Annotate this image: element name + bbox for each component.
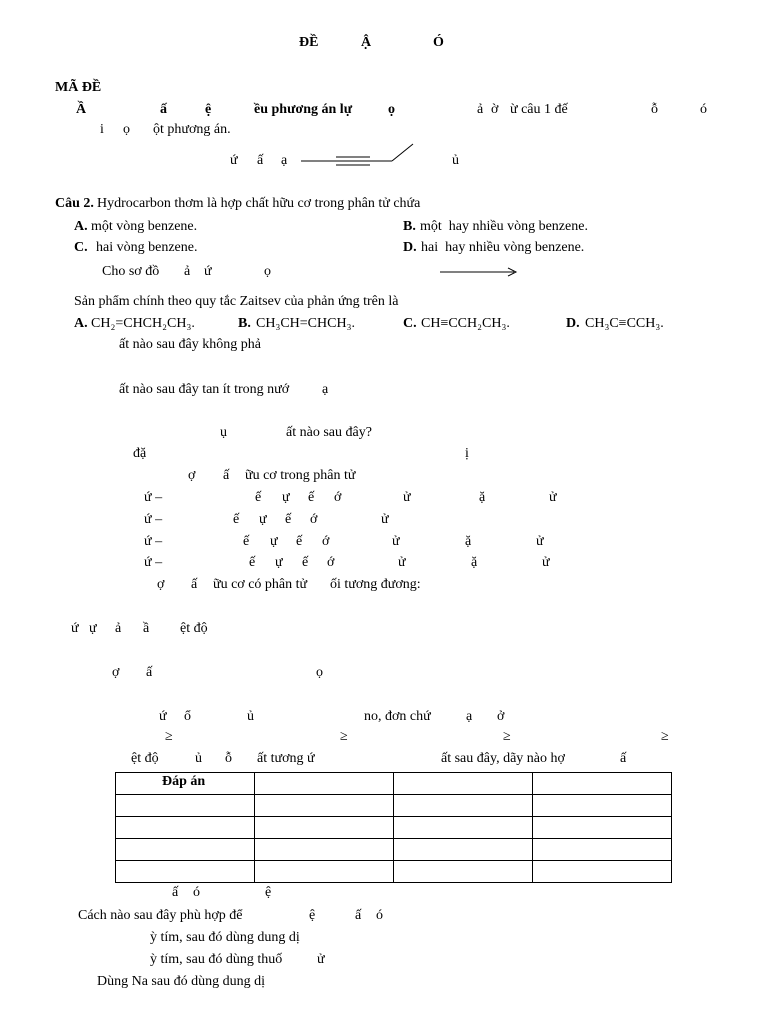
q10-frag: ự [89, 621, 97, 636]
table-cell [394, 773, 533, 795]
instruction-frag: ừ câu 1 đế [510, 102, 568, 117]
table-cell [533, 839, 672, 861]
q3-option-a-key: A. [74, 316, 88, 331]
q13-stem-frag: ó [376, 908, 383, 923]
q9-frag: ối tương đương: [330, 577, 421, 592]
q8-row2-frag: ử [381, 512, 389, 527]
table-row [116, 817, 672, 839]
q8-row3-frag: ử [536, 534, 544, 549]
q5-stem: ất nào sau đây tan ít trong nướ [119, 382, 290, 397]
q2-option-a-key: A. [74, 219, 88, 234]
q1-frag: ủ [452, 153, 459, 168]
q8-row4-frag: ự [275, 555, 283, 570]
q12-line3-frag: ủ [195, 751, 202, 766]
q8-row4-frag: ế [249, 555, 256, 570]
instruction-frag: ấ [160, 102, 167, 117]
table-cell [255, 861, 394, 883]
q6-frag: ụ [220, 425, 227, 440]
q1-frag: ạ [281, 153, 288, 168]
q9-frag: ấ [191, 577, 198, 592]
q8-row4-frag: ử [398, 555, 406, 570]
instruction-frag: ỗ [651, 102, 658, 117]
q3-option-d-key: D. [566, 316, 580, 331]
table-row [116, 795, 672, 817]
instruction-frag: ọ [388, 102, 395, 117]
q3-option-b-key: B. [238, 316, 251, 331]
answer-table [115, 772, 672, 883]
instruction-frag: ả [477, 102, 484, 117]
table-cell [533, 773, 672, 795]
table-cell [533, 861, 672, 883]
table-cell [255, 817, 394, 839]
q13-option-1: ỳ tím, sau đó dùng dung dị [150, 930, 300, 945]
q8-row4-frag: ứ – [144, 555, 163, 570]
q2-option-d-text: hai hay nhiều vòng benzene. [421, 240, 585, 255]
table-cell [116, 839, 255, 861]
q13-option-2: ỳ tím, sau đó dùng thuố [150, 952, 283, 967]
q2-option-a-text: một vòng benzene. [91, 219, 198, 234]
q8-row1-frag: ứ – [144, 490, 163, 505]
q13-stem-frag: ệ [309, 908, 316, 923]
table-cell [394, 839, 533, 861]
q12-ge-symbol: ≥ [340, 729, 348, 744]
q8-row3-frag: ớ [322, 534, 330, 549]
table-row [116, 839, 672, 861]
q8-row3-frag: ử [392, 534, 400, 549]
q9-frag: ợ [157, 577, 165, 592]
q3-intro: Cho sơ đồ [102, 264, 160, 279]
q10-frag: ầ [143, 621, 150, 636]
table-cell [394, 861, 533, 883]
q8-row1-frag: ế [255, 490, 262, 505]
q8-row4-frag: ặ [471, 555, 478, 570]
q13-frag: ó [193, 885, 200, 900]
q12-frag: ổ [184, 709, 191, 724]
q8-row4-frag: ử [542, 555, 550, 570]
q3-intro: ọ [264, 264, 271, 279]
table-cell [255, 795, 394, 817]
q2-option-b-key: B. [403, 219, 416, 234]
q8-row3-frag: ự [270, 534, 278, 549]
q10-frag: ả [115, 621, 122, 636]
q12-line3-frag: ất sau đây, dãy nào hợ [441, 751, 565, 766]
q12-ge-symbol: ≥ [503, 729, 511, 744]
q8-row3-frag: ặ [465, 534, 472, 549]
table-cell [255, 839, 394, 861]
q2-option-b-text: một hay nhiều vòng benzene. [420, 219, 588, 234]
reaction-arrow [440, 266, 520, 278]
table-cell [533, 795, 672, 817]
q12-frag: ủ [247, 709, 254, 724]
instruction-frag: ọ [123, 122, 130, 137]
q12-line3-frag: ất tương ứ [257, 751, 315, 766]
q8-stem-frag: ấ [223, 468, 230, 483]
q1-frag: ấ [257, 153, 264, 168]
q3-option-b-text: CH₃CH=CHCH₃. [256, 316, 355, 331]
q8-row2-frag: ự [259, 512, 267, 527]
title-part-1: ĐỀ [299, 35, 319, 50]
q3-intro: ứ [204, 264, 212, 279]
q3-option-a-text: CH₂=CHCH₂CH₃. [91, 316, 195, 331]
table-cell [255, 773, 394, 795]
q8-row3-frag: ế [296, 534, 303, 549]
q3-intro: ả [184, 264, 191, 279]
q12-frag: no, đơn chứ [364, 709, 431, 724]
q11-frag: ợ [112, 665, 120, 680]
q12-frag: ứ [159, 709, 167, 724]
q3-stem: Sản phẩm chính theo quy tắc Zaitsev của phản ứng trên là [74, 294, 399, 309]
q3-option-d-text: CH₃C≡CCH₃. [585, 316, 664, 331]
q6-frag: ất nào sau đây? [286, 425, 372, 440]
title-part-2: Ậ [361, 35, 372, 50]
q13-option-2-frag: ử [317, 952, 325, 967]
q11-frag: ấ [146, 665, 153, 680]
q8-row2-frag: ứ – [144, 512, 163, 527]
q2-option-c-text: hai vòng benzene. [96, 240, 198, 255]
table-cell [394, 817, 533, 839]
q10-frag: ứ [71, 621, 79, 636]
q12-frag: ạ [466, 709, 473, 724]
table-cell [116, 861, 255, 883]
q12-frag: ở [497, 709, 505, 724]
table-cell [394, 795, 533, 817]
table-cell [533, 817, 672, 839]
q2-option-c-key: C. [74, 240, 88, 255]
q8-stem-frag: ữu cơ trong phân tử [245, 468, 356, 483]
q8-row3-frag: ế [243, 534, 250, 549]
q3-option-c-text: CH≡CCH₂CH₃. [421, 316, 510, 331]
q2-stem: Hydrocarbon thơm là hợp chất hữu cơ trong phân tử chứa [97, 196, 421, 211]
q8-row2-frag: ớ [310, 512, 318, 527]
q12-line3-frag: ệt độ [131, 751, 159, 766]
instruction-frag: Ầ [76, 102, 87, 117]
q11-frag: ọ [316, 665, 323, 680]
q8-row1-frag: ử [549, 490, 557, 505]
table-header-cell: Đáp án [116, 773, 255, 795]
q8-row1-frag: ặ [479, 490, 486, 505]
q7-frag: đặ [133, 446, 147, 461]
q13-frag: ấ [172, 885, 179, 900]
q12-line3-frag: ấ [620, 751, 627, 766]
q8-row2-frag: ế [233, 512, 240, 527]
instruction-frag: ệ [205, 102, 212, 117]
q13-stem-frag: ấ [355, 908, 362, 923]
q10-frag: ệt độ [180, 621, 208, 636]
q2-number: Câu 2. [55, 196, 94, 211]
q12-line3-frag: ỗ [225, 751, 232, 766]
table-cell [116, 795, 255, 817]
q12-ge-symbol: ≥ [165, 729, 173, 744]
q8-row3-frag: ứ – [144, 534, 163, 549]
q1-frag: ứ [230, 153, 238, 168]
q8-row1-frag: ế [308, 490, 315, 505]
table-row [116, 861, 672, 883]
q8-stem-frag: ợ [188, 468, 196, 483]
title-part-3: Ó [433, 35, 444, 50]
q4-stem: ất nào sau đây không phả [119, 337, 261, 352]
q9-frag: ữu cơ có phân tử [213, 577, 308, 592]
instruction-frag: ột phương án. [153, 122, 231, 137]
table-row [116, 773, 672, 795]
q2-option-d-key: D. [403, 240, 417, 255]
instruction-frag: ờ [491, 102, 499, 117]
alkyne-structure-diagram [300, 142, 415, 170]
q12-ge-symbol: ≥ [661, 729, 669, 744]
q8-row1-frag: ớ [334, 490, 342, 505]
q3-option-c-key: C. [403, 316, 417, 331]
q8-row1-frag: ự [282, 490, 290, 505]
q8-row4-frag: ớ [327, 555, 335, 570]
q13-frag: ệ [265, 885, 272, 900]
instruction-frag: ó [700, 102, 707, 117]
instruction-frag: i [100, 122, 104, 137]
q8-row2-frag: ế [285, 512, 292, 527]
table-cell [116, 817, 255, 839]
q8-row1-frag: ử [403, 490, 411, 505]
q13-stem-frag: Cách nào sau đây phù hợp để [78, 908, 243, 923]
q7-frag: ị [465, 446, 469, 461]
exam-code-label: MÃ ĐỀ [55, 80, 102, 95]
q8-row4-frag: ế [302, 555, 309, 570]
instruction-frag: ều phương án lự [254, 102, 353, 117]
q13-option-3: Dùng Na sau đó dùng dung dị [97, 974, 265, 989]
q5-tail: ạ [322, 382, 329, 397]
